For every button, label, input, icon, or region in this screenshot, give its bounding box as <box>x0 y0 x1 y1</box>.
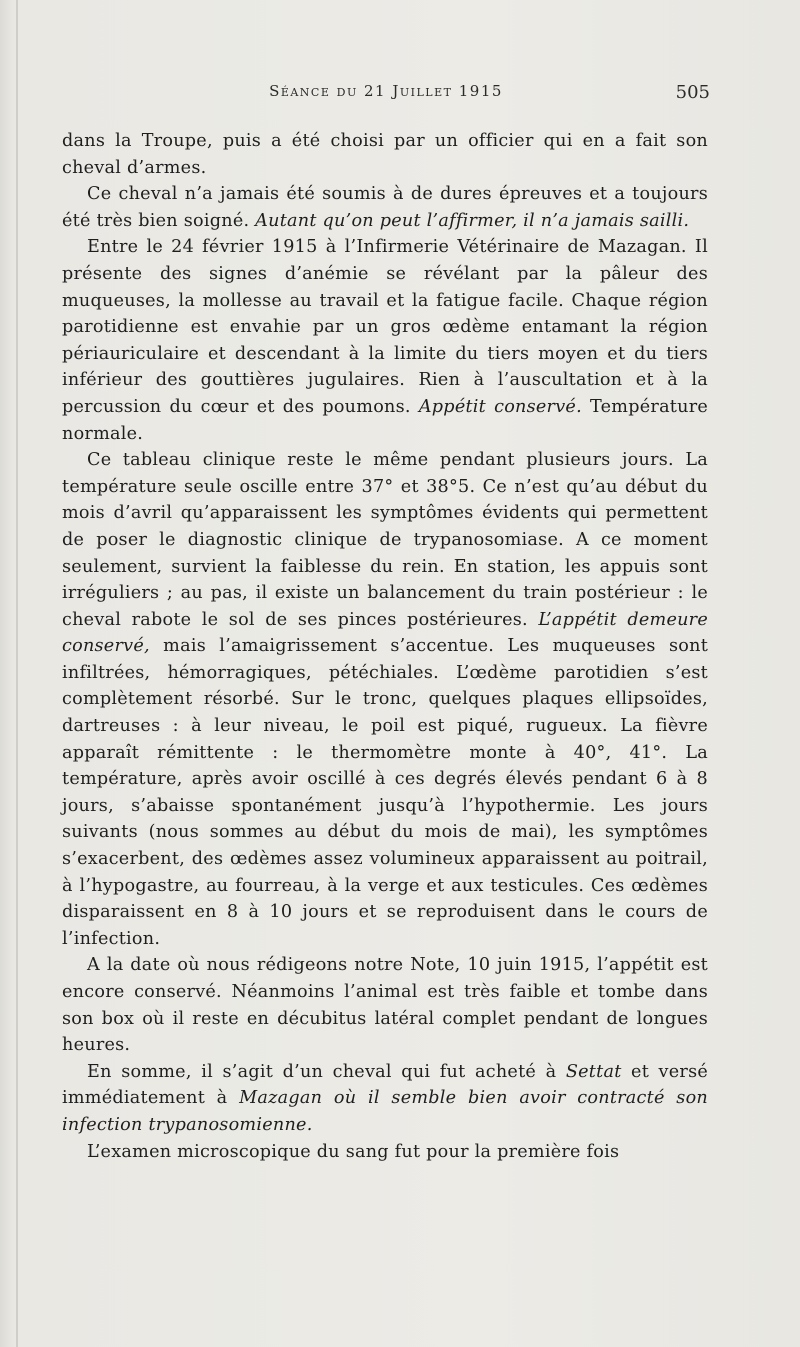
paragraph-2 <box>62 181 708 234</box>
paragraph-6-italic: Mazagan où il semble bien avoir contracté son infection trypanosomienne. <box>62 1088 709 1135</box>
page-number: 505 <box>675 82 710 103</box>
paragraph-4-italic: L’appétit demeure conservé, <box>62 609 709 657</box>
paragraph-2-italic: Autant qu’on peut l’affirmer, il n’a jamais sailli. <box>255 210 690 231</box>
paragraph-5-text: A la date où nous rédigeons notre Note, 10 juin 1915, l’appétit est encore conservé. Néanmoins l’animal est très faible et tombe dans son box où il reste en décubitus latéral complet pendant de longues heures. <box>62 955 708 1056</box>
paragraph-1-text: dans la Troupe, puis a été choisi par un officier qui en a fait son cheval d’armes. <box>62 131 708 178</box>
body-text <box>62 128 708 1165</box>
paragraph-6-place-settat: Settat <box>565 1061 622 1082</box>
paragraph-3-italic: Appétit conservé. <box>418 396 582 417</box>
paragraph-4-text: Ce tableau clinique reste le même pendant plusieurs jours. La température seule oscille entre 37° et 38°5. Ce n’est qu’au début du mois d’avril qu’apparaissent les symptômes évidents qui permettent de poser le diagnostic clinique de trypanosomiase. A ce moment seulement, survient la faiblesse du rein. En station, les appuis sont irréguliers ; au pas, il existe un balancement du train postérieur : le cheval rabote le sol de ses pinces postérieures. <box>62 450 708 630</box>
paragraph-3 <box>62 234 708 447</box>
paragraph-6 <box>62 1059 708 1139</box>
paragraph-4 <box>62 447 708 952</box>
running-header <box>62 82 710 112</box>
paragraph-1 <box>62 128 708 181</box>
paragraph-6-middle: et versé immédiatement à <box>62 1061 709 1109</box>
paragraph-7 <box>62 1139 708 1166</box>
paragraph-6-text: En somme, il s’agit d’un cheval qui fut acheté à <box>87 1061 557 1082</box>
paragraph-5 <box>62 952 708 1058</box>
paragraph-2-text: Ce cheval n’a jamais été soumis à de dures épreuves et a toujours été très bien soigné. <box>62 184 708 231</box>
page-binding-edge <box>16 0 18 1347</box>
paragraph-4-tail: mais l’amaigrissement s’accentue. Les muqueuses sont infiltrées, hémorragiques, pétéchiales. L’œdème parotidien s’est complètement résorbé. Sur le tronc, quelques plaques ellipsoïdes, dartreuses : à leur niveau, le poil est piqué, rugueux. La fièvre apparaît rémittente : le thermomètre monte à 40°, 41°. La température, après avoir oscillé à ces degrés élevés pendant 6 à 8 jours, s’abaisse spontanément jusqu’à l’hypothermie. Les jours suivants (nous sommes au début du mois de mai), les symptômes s’exacerbent, des œdèmes assez volumineux apparaissent au poitrail, à l’hypogastre, au fourreau, à la verge et aux testicules. Ces œdèmes disparaissent en 8 à 10 jours et se reproduisent dans le cours de l’infection. <box>62 636 709 949</box>
running-title: Séance du 21 Juillet 1915 <box>269 82 503 100</box>
paragraph-3-tail: Température normale. <box>62 396 709 444</box>
paragraph-3-text: Entre le 24 février 1915 à l’Infirmerie Vétérinaire de Mazagan. Il présente des signes d’anémie se révélant par la pâleur des muqueuses, la mollesse au travail et la fatigue facile. Chaque région parotidienne est envahie par un gros œdème entamant la région périauriculaire et descendant à la limite du tiers moyen et du tiers inférieur des gouttières jugulaires. Rien à l’auscultation et à la percussion du cœur et des poumons. <box>62 237 708 417</box>
paragraph-7-text: L’examen microscopique du sang fut pour la première fois <box>87 1141 620 1162</box>
